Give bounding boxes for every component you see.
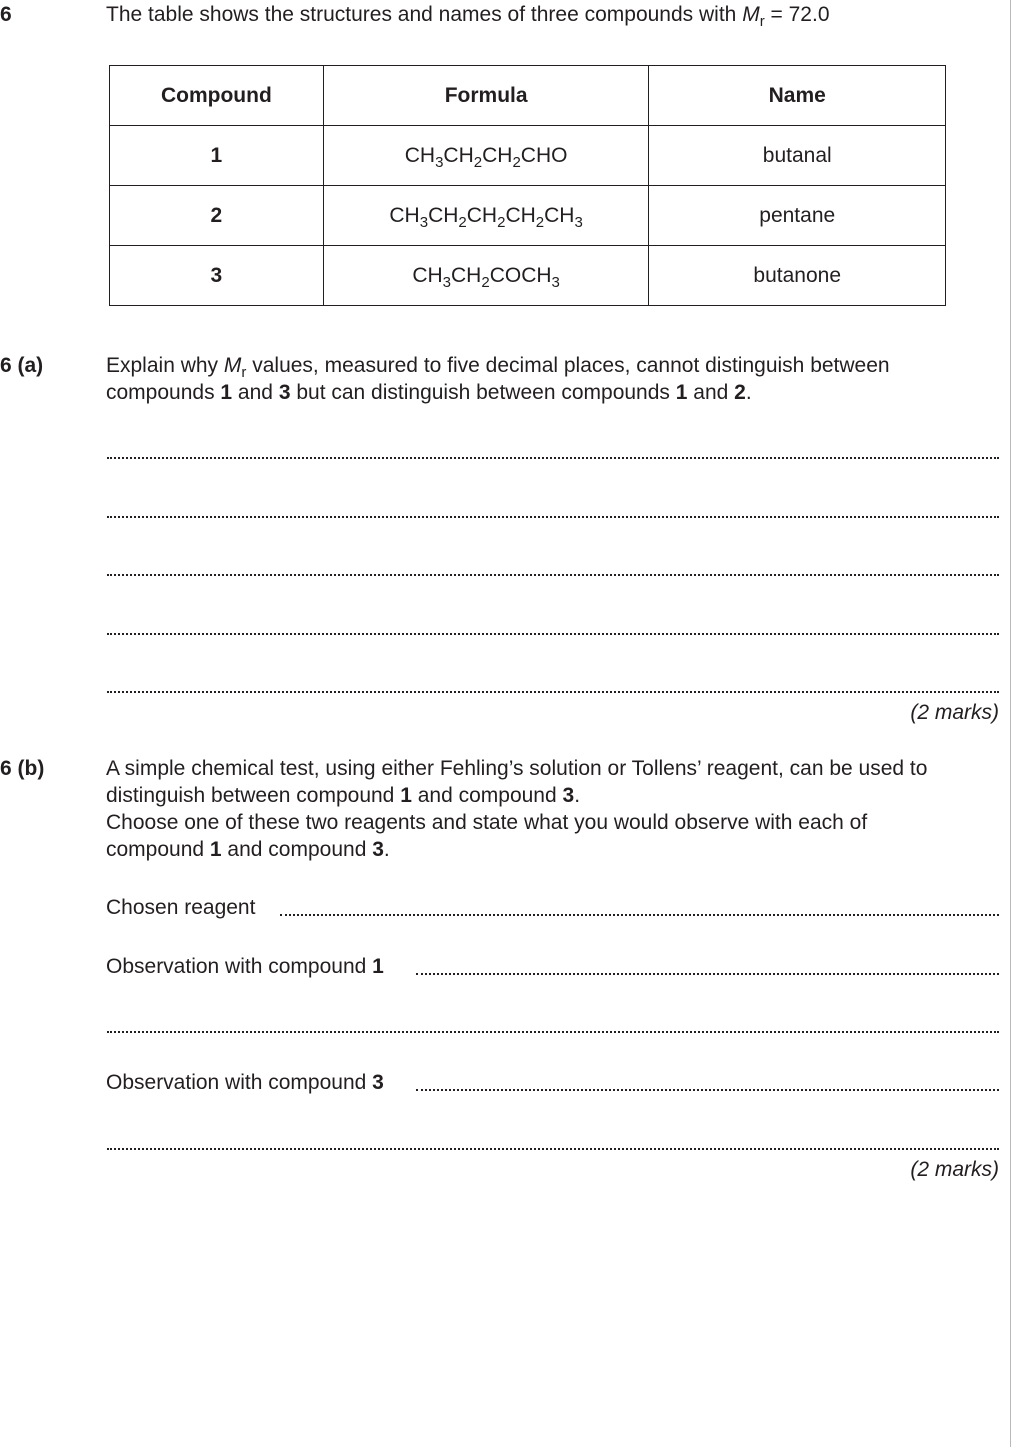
question-intro xyxy=(106,3,830,30)
observation-1-label: Observation with compound 1 xyxy=(106,955,384,978)
table-row xyxy=(110,126,946,186)
part-b-marks: (2 marks) xyxy=(910,1158,999,1181)
observation-1-line-2[interactable] xyxy=(107,1029,999,1033)
answer-line-a-1[interactable] xyxy=(107,455,999,459)
part-a-marks: (2 marks) xyxy=(910,701,999,724)
observation-3-input[interactable] xyxy=(416,1087,999,1091)
part-a-line-1: Explain why $M_r$ values, measured to five decimal places, cannot distinguish between xyxy=(106,354,890,381)
table-header-row xyxy=(110,66,946,126)
part-b-line-1: A simple chemical test, using either Fehling’s solution or Tollens’ reagent, can be used to xyxy=(106,757,928,780)
intro-suffix: = 72.0 xyxy=(764,3,830,26)
compound-formula: $CH_3CH_2CH_2CH_2CH_3$ xyxy=(323,186,649,246)
compound-formula: $CH_3CH_2CH_2CHO$ xyxy=(323,126,649,186)
compound-name: butanone xyxy=(649,246,946,306)
part-b-line-3: Choose one of these two reagents and state what you would observe with each of xyxy=(106,811,868,834)
compound-name: butanal xyxy=(649,126,946,186)
part-a-line-2: compounds 1 and 3 but can distinguish between compounds 1 and 2. xyxy=(106,381,752,404)
mr-subscript: r xyxy=(759,13,765,30)
page-edge xyxy=(1010,0,1011,1447)
observation-1-input[interactable] xyxy=(416,971,999,975)
part-b-label: 6 (b) xyxy=(0,757,45,780)
observation-3-label: Observation with compound 3 xyxy=(106,1071,384,1094)
header-compound: Compound xyxy=(110,66,324,126)
compound-name: pentane xyxy=(649,186,946,246)
answer-line-a-2[interactable] xyxy=(107,514,999,518)
mr-symbol: M xyxy=(742,3,760,26)
answer-line-a-3[interactable] xyxy=(107,572,999,576)
chosen-reagent-label: Chosen reagent xyxy=(106,896,256,919)
observation-3-line-2[interactable] xyxy=(107,1146,999,1150)
table-row xyxy=(110,186,946,246)
compound-number: 1 xyxy=(110,126,324,186)
intro-prefix: The table shows the structures and names of three compounds with xyxy=(106,3,743,26)
table-row xyxy=(110,246,946,306)
part-a-label: 6 (a) xyxy=(0,354,44,377)
answer-line-a-4[interactable] xyxy=(107,631,999,635)
part-b-line-4: compound 1 and compound 3. xyxy=(106,838,390,861)
compound-number: 2 xyxy=(110,186,324,246)
compound-formula: $CH_3CH_2COCH_3$ xyxy=(323,246,649,306)
header-name: Name xyxy=(649,66,946,126)
compound-number: 3 xyxy=(110,246,324,306)
part-a-question xyxy=(106,352,890,406)
compounds-table xyxy=(109,65,946,306)
question-number: 6 xyxy=(0,3,12,26)
answer-line-a-5[interactable] xyxy=(107,689,999,693)
chosen-reagent-input[interactable] xyxy=(280,912,999,916)
header-formula: Formula xyxy=(323,66,649,126)
part-b-line-2: distinguish between compound 1 and compound 3. xyxy=(106,784,581,807)
part-b-question xyxy=(106,755,927,863)
